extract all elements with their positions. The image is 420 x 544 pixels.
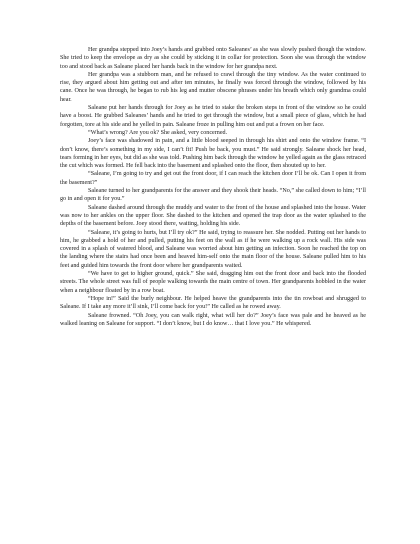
paragraph: “Saleane, I’m going to try and get out the front door, if I can reach the kitchen door I’ll be ok. Can I open it from the basement?” — [60, 171, 366, 186]
paragraph: Her grandpa was a stubborn man, and he refused to crawl through the tiny window. As the water continued to rise, they argued about him getting out and after ten minutes, he finally was forced through the window, followed by his cane. Once he was through, he began to rub his leg and mutter obscene phrases under his breath which only grandma could hear. — [60, 71, 366, 103]
paragraph: “Hope in!” Said the burly neighbour. He helped heave the grandparents into the tin rowboat and shrugged to Saleane. If I take any more it’ll sink, I’ll come back for you!” He called as he rowed away. — [60, 295, 366, 311]
paragraph: “Saleane, it’s going to hurts, but I’ll try ok?” He said, trying to reassure her. She nodded. Putting out her hands to him, he grabbed a hold of her and pulled, putting his feet on the wall as if he were walking up a rock wall. His side was covered in a splash of watered blood, and Saleane was worried about him getting an infection. Soon he reached the top on the landing where the stairs had once been and heaved him-self onto the main floor of the house. Saleane pulled him to his feet and guided him towards the front door where her grandparents waited. — [60, 229, 366, 269]
paragraph: “What’s wrong? Are you ok? She asked, very concerned. — [88, 129, 228, 136]
paragraph: “We have to get to higher ground, quick.” She said, dragging him out the front door and back into the flooded streets. The whole street was full of people walking towards the main centre of town. Her grandparents hobbled in the water when a neighbour floated by in a row boat. — [60, 271, 366, 294]
paragraph: Saleane frowned. “Oh Joey, you can walk right, what will her do?” Joey’s face was pale and he heaved as he walked leaning on Saleane for support. “I don’t know, but I do know… that I love you.” He whispered. — [60, 312, 366, 327]
paragraph: Saleane dashed around through the muddy and water to the front of the house and splashed into the house. Water was now to her ankles on the upper floor. She dashed to the kitchen and opened the trap door as the water splashed to the depths of the basement before. Joey stood there, waiting, holding his side. — [60, 204, 366, 228]
paragraph: Joey’s face was shadowed in pain, and a little blood seeped in through his shirt and onto the window frame. “I don’t know, there’s something in my side, I can’t fit! Push be back, you must.” He said strongly. Saleane shock her head, tears forming in her eyes, but did as she was told. Pushing him back through the window he yelled again as the glass retraced the cut which was formed. He fell back into the basement and splashed onto the floor, then shouted up to her. — [60, 138, 366, 170]
paragraph: Saleane put her hands through for Joey as he tried to stake the broken steps in front of the window so he could have a boost. He grabbed Saleanes’ hands and he tried to get through the window, but a small piece of glass, which he had forgotten, tore at his side and he yelled in pain. Saleane froze in pulling him out and put a frown on her face. — [60, 105, 366, 128]
document-page — [60, 46, 366, 328]
paragraph: Saleane turned to her grandparents for the answer and they shook their heads. “No,” she called down to him; “I’ll go in and open it for you.” — [60, 188, 366, 203]
paragraph: Her grandpa stepped into Joey’s hands and grabbed onto Saleanes’ as she was slowly pushed though the window. She tried to keep the envelope as dry as she could by sticking it in collar for protection. Soon she was through the window too and stood back as Saleane placed her hands back in the window for her grandpa next. — [60, 47, 366, 70]
